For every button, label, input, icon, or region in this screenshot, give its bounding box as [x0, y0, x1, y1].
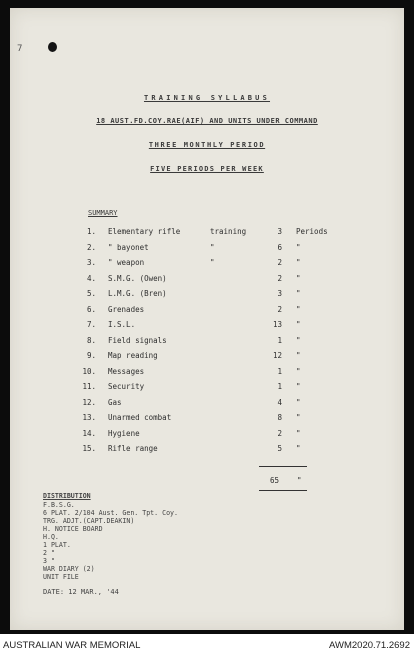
summary-row [0, 351, 414, 365]
period-count: 1 [277, 335, 282, 345]
distribution-line: TRG. ADJT.(CAPT.DEAKIN) [43, 517, 135, 525]
row-number: 3. [86, 258, 96, 267]
row-number: 5. [86, 289, 96, 298]
summary-row [0, 413, 414, 427]
distribution-line: 2 " [43, 549, 55, 557]
period-count: 13 [272, 320, 282, 329]
subject-name: Messages [108, 366, 145, 376]
row-number: 14. [82, 428, 96, 438]
row-number: 15. [82, 444, 96, 453]
period-unit: Periods [296, 227, 328, 236]
row-number: 1. [86, 227, 96, 236]
period-count: 2 [277, 273, 282, 283]
row-number: 6. [86, 304, 96, 314]
period-unit: " [296, 413, 301, 422]
unit-line: 18 AUST.FD.COY.RAE(AIF) AND UNITS UNDER COMMAND [96, 117, 318, 125]
period-count: 4 [277, 397, 282, 407]
subject-name: Gas [108, 397, 122, 407]
subject-name: " weapon [108, 258, 145, 267]
period-unit: " [296, 351, 301, 360]
total-rule-bottom [259, 490, 307, 491]
subject-name: Elementary rifle [108, 227, 181, 236]
total-unit: " [297, 476, 302, 485]
period-unit: " [296, 397, 301, 407]
distribution-line: UNIT FILE [43, 573, 79, 581]
footer-institution: AUSTRALIAN WAR MEMORIAL [3, 640, 141, 651]
summary-row [0, 320, 414, 334]
subject-name: Map reading [108, 351, 158, 360]
subject-extra: " [210, 242, 215, 252]
period-unit: " [296, 320, 301, 329]
corner-mark: 7 [17, 44, 23, 54]
total-rule-top [259, 466, 307, 467]
subject-name: Rifle range [108, 444, 158, 453]
row-number: 4. [86, 273, 96, 283]
row-number: 7. [86, 320, 96, 329]
period-unit: " [296, 382, 301, 391]
period-line: THREE MONTHLY PERIOD [148, 141, 266, 149]
period-count: 1 [277, 366, 282, 376]
subject-name: Grenades [108, 304, 145, 314]
summary-row [0, 289, 414, 303]
summary-row [0, 274, 414, 288]
row-number: 13. [82, 413, 96, 422]
footer-accession: AWM2020.71.2692 [329, 640, 410, 651]
period-unit: " [296, 444, 301, 453]
distribution-line: 3 " [43, 557, 55, 565]
period-count: 6 [277, 242, 282, 252]
summary-row [0, 382, 414, 396]
row-number: 10. [82, 366, 96, 376]
subject-name: L.M.G. (Bren) [108, 289, 167, 298]
period-unit: " [296, 304, 301, 314]
summary-row [0, 429, 414, 443]
row-number: 11. [82, 382, 96, 391]
row-number: 8. [86, 335, 96, 345]
period-count: 5 [277, 444, 282, 453]
period-count: 2 [277, 428, 282, 438]
distribution-heading: DISTRIBUTION [43, 492, 91, 500]
period-unit: " [296, 258, 301, 267]
date-line: DATE: 12 MAR., '44 [43, 588, 119, 596]
summary-row [0, 367, 414, 381]
document-title: TRAINING SYLLABUS [143, 94, 271, 102]
row-number: 2. [86, 242, 96, 252]
distribution-line: 1 PLAT. [43, 541, 71, 549]
period-unit: " [296, 428, 301, 438]
subject-name: " bayonet [108, 242, 149, 252]
period-unit: " [296, 335, 301, 345]
distribution-line: F.B.S.G. [43, 501, 75, 509]
period-count: 2 [277, 304, 282, 314]
summary-row [0, 227, 414, 241]
punch-hole [48, 42, 57, 52]
archive-footer [0, 634, 414, 653]
period-unit: " [296, 289, 301, 298]
subject-extra: " [210, 258, 215, 267]
distribution-line: 6 PLAT. 2/104 Aust. Gen. Tpt. Coy. [43, 509, 178, 517]
period-count: 12 [272, 351, 282, 360]
period-unit: " [296, 242, 301, 252]
period-unit: " [296, 273, 301, 283]
summary-heading: SUMMARY [88, 209, 118, 217]
subject-extra: training [210, 227, 247, 236]
period-count: 1 [277, 382, 282, 391]
subject-name: Unarmed combat [108, 413, 172, 422]
periods-per-week-line: FIVE PERIODS PER WEEK [150, 165, 264, 173]
total-value: 65 [270, 476, 280, 485]
summary-row [0, 243, 414, 257]
distribution-line: H.Q. [43, 533, 59, 541]
distribution-line: H. NOTICE BOARD [43, 525, 103, 533]
period-unit: " [296, 366, 301, 376]
summary-row [0, 305, 414, 319]
period-count: 3 [277, 227, 282, 236]
summary-row [0, 336, 414, 350]
subject-name: Security [108, 382, 145, 391]
row-number: 9. [86, 351, 96, 360]
distribution-list [43, 501, 178, 581]
subject-name: I.S.L. [108, 320, 136, 329]
period-count: 2 [277, 258, 282, 267]
subject-name: Field signals [108, 335, 167, 345]
subject-name: Hygiene [108, 428, 140, 438]
distribution-line: WAR DIARY (2) [43, 565, 95, 573]
summary-row [0, 444, 414, 458]
subject-name: S.M.G. (Owen) [108, 273, 167, 283]
row-number: 12. [82, 397, 96, 407]
period-count: 8 [277, 413, 282, 422]
summary-row [0, 398, 414, 412]
summary-row [0, 258, 414, 272]
period-count: 3 [277, 289, 282, 298]
